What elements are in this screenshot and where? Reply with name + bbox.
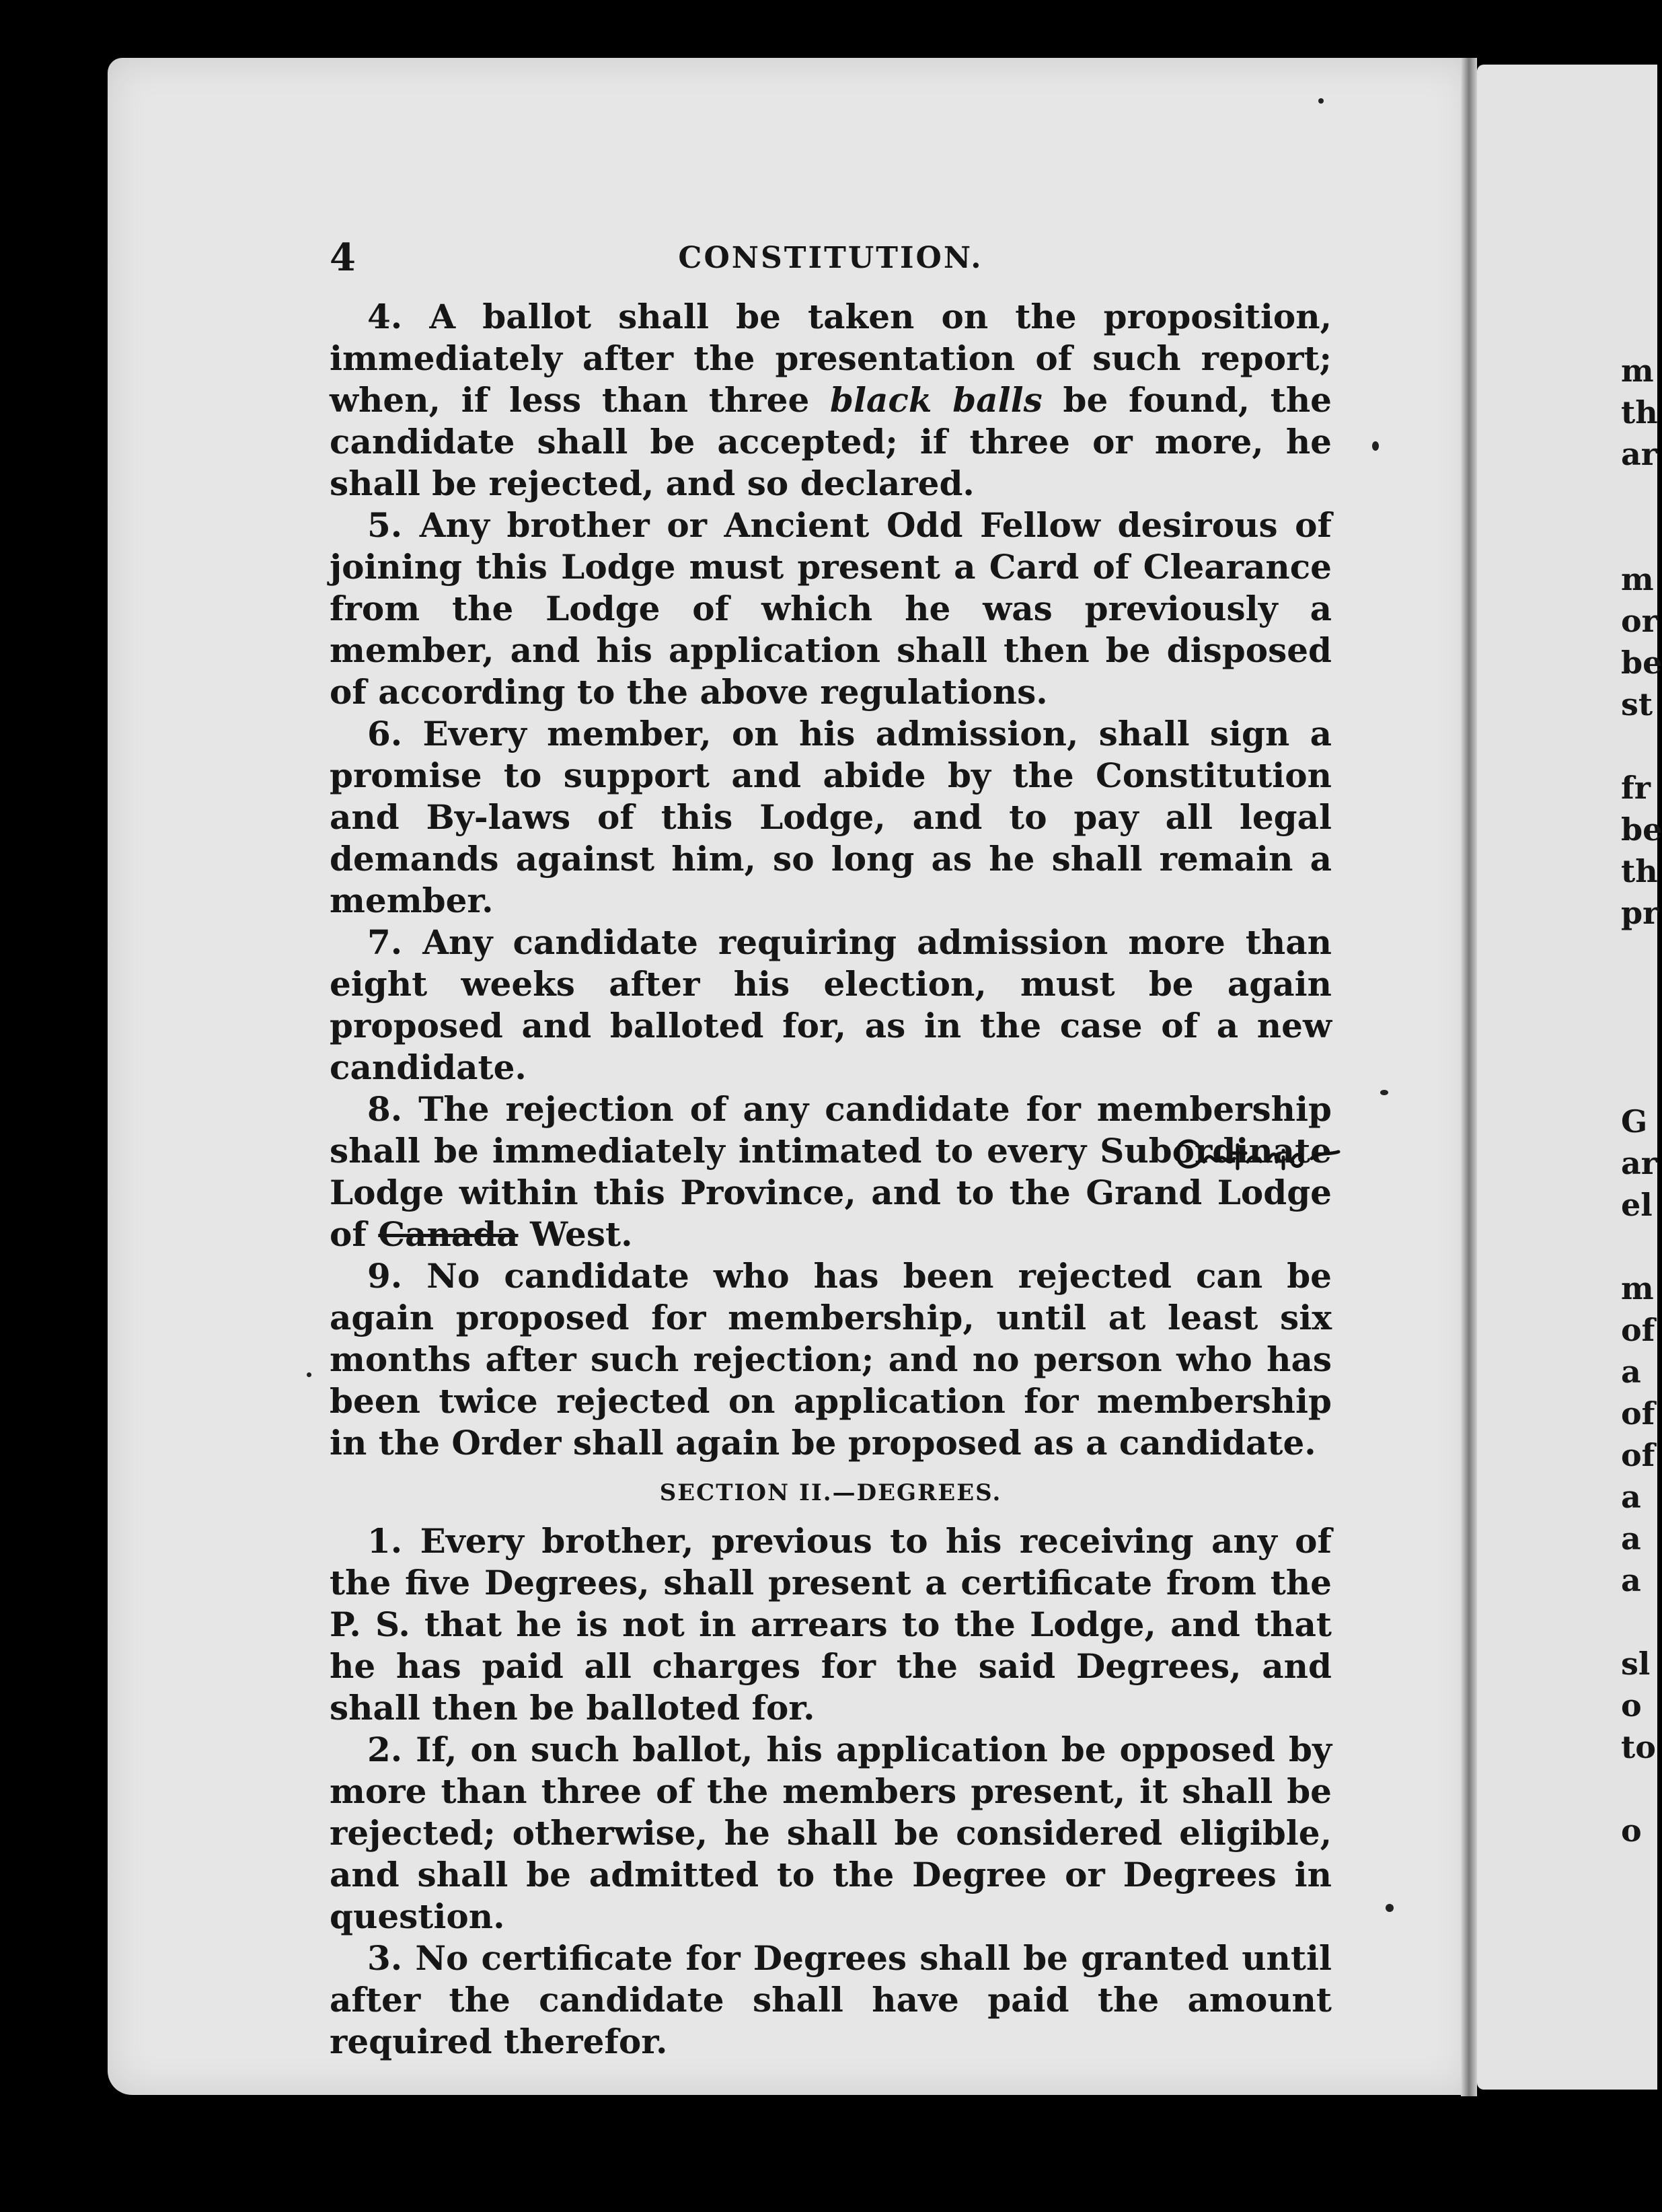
facing-page-fragment xyxy=(1621,725,1657,767)
section-paragraph-2 xyxy=(330,1729,1332,1938)
article-paragraph-4 xyxy=(330,296,1332,505)
facing-page-fragment xyxy=(1621,934,1657,975)
paragraph-text: Every member, on his admission, shall sign a promise to support and abide by the Constitution and By-laws of this Lodge, and to pay all legal demands against him, so long as he shall remain a member. xyxy=(330,714,1332,920)
running-head xyxy=(330,229,1332,283)
facing-page-fragment: pr xyxy=(1621,895,1659,931)
paragraph-text: If, on such ballot, his application be opposed by more than three of the members present, it shall be rejected; otherwise, he shall be considered eligible, and shall be admitted to the Degree or Degrees in question. xyxy=(330,1730,1332,1936)
paragraph-number: 5. xyxy=(367,505,403,545)
paragraph-text: No candidate who has been rejected can be again proposed for membership, until at least six months after such rejection; and no person who has been twice rejected on application for membership in the Order shall again be proposed as a candidate. xyxy=(330,1256,1332,1463)
paragraph-number: 1. xyxy=(367,1521,403,1561)
facing-page-fragment: a xyxy=(1621,1479,1641,1515)
facing-page-fragment xyxy=(1621,1059,1657,1101)
paragraph-text: A ballot shall be taken on the proposition, immediately after the presentation of such report; when, if less than three xyxy=(330,297,1332,420)
page-number: 4 xyxy=(330,235,356,280)
facing-page-fragment xyxy=(1621,517,1657,558)
handwritten-annotation xyxy=(1170,1132,1345,1179)
article-paragraph-5 xyxy=(330,505,1332,713)
section-paragraph-3 xyxy=(330,1938,1332,2063)
ink-speck xyxy=(1372,441,1379,451)
section-paragraph-1 xyxy=(330,1520,1332,1729)
facing-page-fragment xyxy=(1621,475,1657,517)
facing-page-fragment: m xyxy=(1621,561,1654,597)
facing-page-fragment: G xyxy=(1621,1103,1648,1140)
facing-page-fragment: ar xyxy=(1621,1145,1658,1181)
facing-page-fragment: a xyxy=(1621,1354,1641,1390)
facing-page-fragment: th xyxy=(1621,853,1658,889)
ink-speck xyxy=(1386,1904,1394,1912)
facing-page-fragment: sl xyxy=(1621,1646,1651,1682)
page-gutter xyxy=(1461,58,1477,2096)
article-paragraph-7 xyxy=(330,922,1332,1089)
paragraph-text: The rejection of any candidate for membership shall be immediately intimated to every Subordinate Lodge within this Province, and to the Grand Lodge of xyxy=(330,1089,1332,1254)
facing-page-fragment: m xyxy=(1621,353,1654,389)
paragraph-text: Any candidate requiring admission more than eight weeks after his election, must be again proposed and balloted for, as in the case of a new candidate. xyxy=(330,922,1332,1087)
paragraph-number: 6. xyxy=(367,714,403,753)
paragraph-text-continued: West. xyxy=(518,1214,633,1254)
paragraph-number: 2. xyxy=(367,1730,403,1769)
struck-word: Canada xyxy=(378,1214,519,1254)
ink-speck xyxy=(307,1372,311,1377)
paragraph-number: 4. xyxy=(367,297,403,336)
facing-page-fragment: a xyxy=(1621,1520,1641,1557)
facing-page-fragment: of xyxy=(1621,1395,1655,1432)
article-paragraph-9 xyxy=(330,1255,1332,1464)
paragraph-number: 8. xyxy=(367,1089,403,1129)
facing-page-fragment xyxy=(1621,1601,1657,1643)
paragraph-text: Every brother, previous to his receiving any of the five Degrees, shall present a certificate from the P. S. that he is not in arrears to the Lodge, and that he has paid all charges for the said Degrees, and shall then be balloted for. xyxy=(330,1521,1332,1728)
facing-page-fragment: st xyxy=(1621,686,1653,723)
facing-page-fragment: m xyxy=(1621,1270,1654,1306)
ink-speck xyxy=(1380,1090,1388,1095)
facing-page-fragment: fr xyxy=(1621,770,1651,806)
constitution-text xyxy=(330,296,1332,2063)
facing-page-fragment xyxy=(1621,1768,1657,1810)
facing-page-fragment: or xyxy=(1621,603,1658,639)
facing-page-fragment xyxy=(1621,1017,1657,1059)
italic-phrase: black balls xyxy=(830,380,1043,420)
facing-page-fragment: ar xyxy=(1621,436,1658,472)
ink-speck xyxy=(1318,98,1324,104)
paragraph-number: 3. xyxy=(367,1938,403,1978)
paragraph-number: 7. xyxy=(367,922,403,962)
facing-page-fragment: of xyxy=(1621,1312,1655,1348)
facing-page-fragment xyxy=(1621,1226,1657,1267)
paragraph-text: Any brother or Ancient Odd Fellow desirous of joining this Lodge must present a Card of Clearance from the Lodge of which he was previously a member, and his application shall then be disposed of according to the above regulations. xyxy=(330,505,1332,712)
section-heading: SECTION II.—DEGREES. xyxy=(659,1479,1002,1506)
paragraph-text-continued: be found, the candidate shall be accepted; if three or more, he shall be rejected, and so declared. xyxy=(330,380,1332,503)
facing-page-fragment: of xyxy=(1621,1437,1655,1473)
article-paragraph-6 xyxy=(330,713,1332,922)
facing-page-fragment: be xyxy=(1621,811,1662,848)
facing-page-fragment: a xyxy=(1621,1562,1641,1598)
facing-page-fragment xyxy=(1621,975,1657,1017)
paragraph-text: No certificate for Degrees shall be granted until after the candidate shall have paid the amount required therefor. xyxy=(330,1938,1332,2061)
facing-page-fragment: be xyxy=(1621,644,1662,681)
facing-page-fragment: el xyxy=(1621,1187,1653,1223)
page-title: CONSTITUTION. xyxy=(678,241,983,275)
facing-page-fragment: th xyxy=(1621,394,1658,431)
facing-page-fragment: o xyxy=(1621,1812,1642,1849)
facing-page-text-fragments xyxy=(1621,350,1662,1851)
facing-page-fragment: to xyxy=(1621,1729,1656,1765)
facing-page-fragment: o xyxy=(1621,1687,1642,1724)
paragraph-number: 9. xyxy=(367,1256,403,1296)
